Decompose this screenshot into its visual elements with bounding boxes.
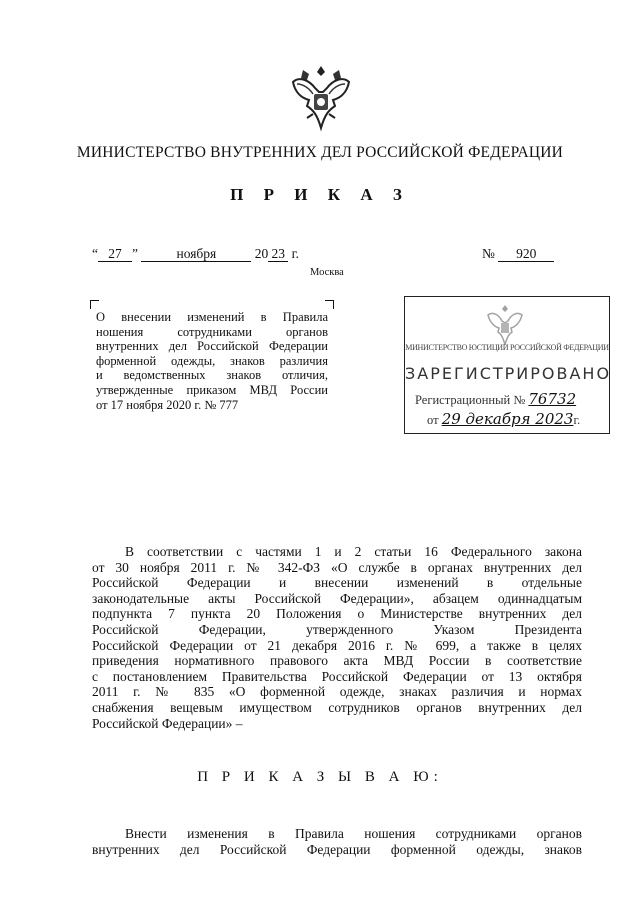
date-month: ноября — [141, 247, 251, 262]
number-value: 920 — [498, 247, 554, 262]
directive-paragraph — [92, 826, 582, 857]
stamp-registration-date — [427, 410, 580, 428]
date-suffix: г. — [291, 246, 300, 261]
preamble-line: с постановлением Правительства Российской Федерации от 13 октября — [92, 668, 582, 684]
directive-line: внутренних дел Российской Федерации форменной одежды, знаков — [92, 841, 582, 857]
preamble-line: Российской Федерации и внесении изменений в отдельные — [92, 575, 582, 591]
directive-line: Внести изменения в Правила ношения сотрудниками органов — [125, 826, 582, 841]
subject-line: утвержденные приказом МВД России — [96, 382, 328, 397]
stamp-reg-number: 76732 — [528, 390, 577, 408]
preamble-line: от 30 ноября 2011 г. № 342-ФЗ «О службе в органах внутренних дел — [92, 559, 582, 575]
subject-corner-left — [90, 300, 99, 309]
subject-block — [96, 310, 328, 412]
document-title: П Р И К А З — [230, 185, 410, 204]
preamble-line: В соответствии с частями 1 и 2 статьи 16 Федерального закона — [125, 544, 582, 559]
preamble-paragraph — [92, 544, 582, 731]
subject-line: форменной одежды, знаков различия — [96, 353, 328, 368]
stamp-reg-label: Регистрационный № — [415, 393, 526, 407]
stamp-registration-number — [415, 390, 576, 408]
stamp-date-label: от — [427, 413, 439, 427]
coat-of-arms-icon — [289, 62, 353, 134]
stamp-emblem-icon — [485, 303, 525, 347]
stamp-registered: ЗАРЕГИСТРИРОВАНО — [405, 364, 612, 383]
document-number — [482, 246, 554, 262]
date-day: 27 — [98, 247, 132, 262]
city: Москва — [310, 267, 344, 278]
stamp-date-value: 29 декабря 2023 — [441, 410, 574, 428]
subject-corner-right — [325, 300, 334, 309]
preamble-line: Российской Федерации, утвержденного Указом Президента — [92, 621, 582, 637]
preamble-line: 2011 г. № 835 «О форменной одежде, знаках различия и нормах — [92, 684, 582, 700]
preamble-line: Российской Федерации от 21 декабря 2016 г. № 699, а также в целях — [92, 637, 582, 653]
preamble-line: Российской Федерации» – — [92, 715, 243, 731]
subject-line: О внесении изменений в Правила — [96, 310, 328, 324]
date-year-prefix: 20 — [254, 246, 269, 261]
stamp-ministry: МИНИСТЕРСТВО ЮСТИЦИИ РОССИЙСКОЙ ФЕДЕРАЦИИ — [405, 343, 609, 352]
preamble-line: приведения нормативного правового акта МВД России в соответствие — [92, 653, 582, 669]
number-label: № — [482, 246, 495, 261]
registration-stamp — [404, 296, 610, 434]
preamble-line: снабжения вещевым имуществом сотрудников органов внутренних дел — [92, 699, 582, 715]
subject-line: и ведомственных знаков отличия, — [96, 368, 328, 383]
order-heading: П Р И К А З Ы В А Ю: — [197, 769, 443, 785]
subject-line: внутренних дел Российской Федерации — [96, 339, 328, 354]
stamp-date-suffix: г. — [573, 413, 581, 427]
date-year-suffix: 23 — [268, 247, 288, 262]
ministry-heading: МИНИСТЕРСТВО ВНУТРЕННИХ ДЕЛ РОССИЙСКОЙ ФЕДЕРАЦИИ — [76, 144, 564, 161]
preamble-line: подпункта 7 пункта 20 Положения о Министерстве внутренних дел — [92, 606, 582, 622]
document-date: “ 27 ” ноября 20 23 г. — [92, 246, 300, 261]
preamble-line: законодательные акты Российской Федерации», абзацем одиннадцатым — [92, 590, 582, 606]
subject-line: от 17 ноября 2020 г. № 777 — [96, 397, 239, 412]
subject-line: ношения сотрудниками органов — [96, 324, 328, 339]
